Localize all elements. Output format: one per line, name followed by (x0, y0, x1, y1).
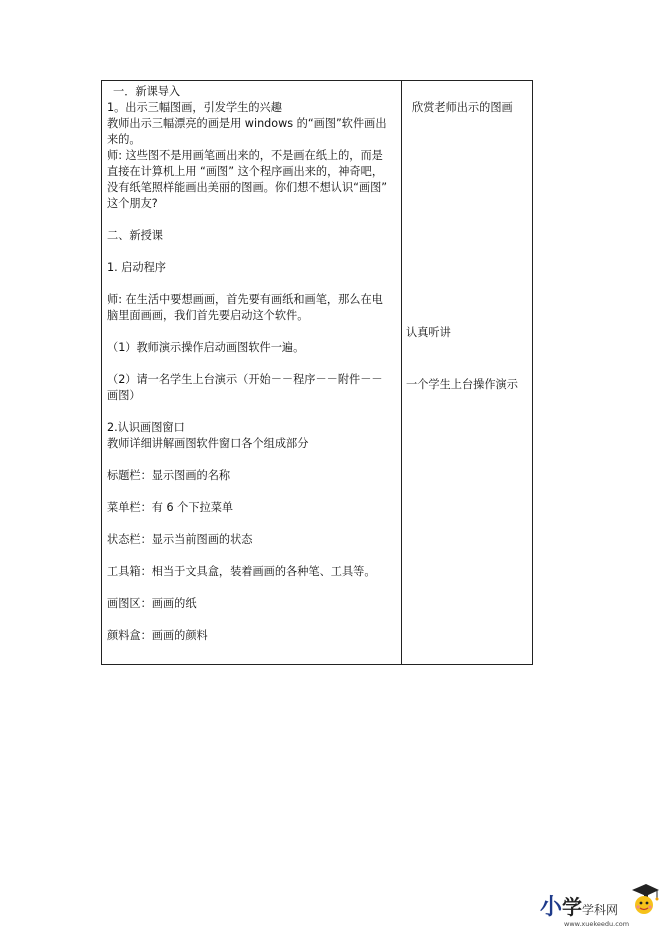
student-activity-1: 欣赏老师出示的图画 (412, 101, 513, 114)
new-lesson-para-1-line-2: 脑里面画画，我们首先要启动这个软件。 (107, 309, 309, 322)
intro-para-2-line-1: 师: 这些图不是用画笔画出来的，不是画在纸上的，而是 (107, 149, 383, 162)
new-lesson-item-2-desc: 教师详细讲解画图软件窗口各个组成部分 (107, 437, 309, 450)
logo-char-2: 学 (562, 895, 583, 919)
section-title-intro: 一．新课导入 (113, 85, 181, 98)
window-part-palette: 颜料盒：画画的颜料 (107, 629, 208, 642)
intro-item-1: 1。出示三幅图画，引发学生的兴趣 (107, 101, 282, 114)
window-part-menu-bar: 菜单栏：有 6 个下拉菜单 (107, 501, 234, 514)
section-title-new-lesson: 二、新授课 (107, 229, 163, 242)
new-lesson-step-2-line-2: 画图） (107, 389, 141, 402)
intro-para-1-line-2: 来的。 (107, 133, 141, 146)
new-lesson-step-1: （1）教师演示操作启动画图软件一遍。 (107, 341, 305, 354)
intro-para-1-line-1: 教师出示三幅漂亮的画是用 windows 的“画图”软件画出 (107, 117, 387, 130)
new-lesson-item-1: 1. 启动程序 (107, 261, 166, 274)
lesson-plan-table (101, 80, 533, 665)
intro-para-2-line-3: 没有纸笔照样能画出美丽的图画。你们想不想认识“画图” (107, 181, 388, 194)
intro-para-2-line-4: 这个朋友? (107, 197, 158, 210)
xuekewang-logo (538, 880, 661, 935)
student-activity-column (405, 81, 530, 664)
column-divider (401, 81, 402, 664)
logo-text (540, 896, 618, 921)
window-part-canvas: 画图区：画画的纸 (107, 597, 197, 610)
teaching-process-column (107, 84, 397, 644)
new-lesson-para-1-line-1: 师: 在生活中要想画画，首先要有画纸和画笔，那么在电 (107, 293, 383, 306)
window-part-toolbox: 工具箱：相当于文具盒，装着画画的各种笔、工具等。 (107, 565, 376, 578)
logo-char-1: 小 (540, 895, 563, 920)
graduation-cap-mascot-icon (626, 880, 660, 916)
logo-char-3: 学科网 (582, 903, 619, 917)
new-lesson-item-2: 2.认识画图窗口 (107, 421, 185, 434)
logo-url: www.xuekeedu.com (564, 920, 630, 928)
window-part-status-bar: 状态栏：显示当前图画的状态 (107, 533, 253, 546)
student-activity-2: 认真听讲 (406, 326, 451, 339)
student-activity-3: 一个学生上台操作演示 (406, 378, 518, 391)
intro-para-2-line-2: 直接在计算机上用 “画图” 这个程序画出来的，神奇吧， (107, 165, 384, 178)
new-lesson-step-2-line-1: （2）请一名学生上台演示（开始－－程序－－附件－－ (107, 373, 383, 386)
window-part-title-bar: 标题栏：显示图画的名称 (107, 469, 231, 482)
